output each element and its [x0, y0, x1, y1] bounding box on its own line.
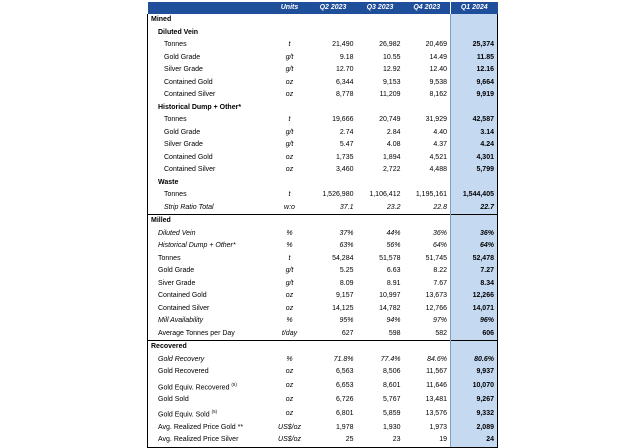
- row-units: %: [286, 355, 293, 363]
- row-units: oz: [285, 292, 294, 300]
- row-units: oz: [285, 78, 294, 86]
- row-label-text: Contained Gold: [164, 153, 213, 161]
- value-q4-2023: 4,521: [429, 153, 447, 161]
- row-label-text: Average Tonnes per Day: [158, 329, 235, 337]
- value-q2-2023: 95%: [339, 317, 354, 325]
- value-q3-2023: 6.63: [386, 267, 401, 275]
- row-label: [148, 240, 270, 253]
- value-q1-2024: 10,070: [451, 379, 498, 394]
- row-label: [148, 14, 270, 27]
- value-q2-2023: [310, 14, 357, 27]
- header-q2-2023: Q2 2023: [310, 2, 357, 14]
- row-label: [148, 228, 270, 241]
- table-row: [148, 152, 498, 165]
- row-label: [148, 379, 270, 394]
- table-row: [148, 77, 498, 90]
- row-label: [148, 278, 270, 291]
- value-q3-2023: 10.55: [382, 53, 401, 61]
- row-label: [148, 127, 270, 140]
- row-label: [148, 164, 270, 177]
- value-q4-2023: 582: [435, 329, 447, 337]
- table-row: [148, 379, 498, 394]
- row-label: [148, 64, 270, 77]
- value-q4-2023: 51,745: [425, 254, 447, 262]
- row-label: [148, 139, 270, 152]
- row-units: oz: [285, 304, 294, 312]
- value-q4-2023: 1,195,161: [415, 191, 447, 199]
- row-label-text: Gold Equiv. Sold: [158, 411, 210, 419]
- subsection-row: [148, 102, 498, 115]
- header-q3-2023: Q3 2023: [357, 2, 404, 14]
- value-q2-2023: 1,735: [335, 153, 354, 161]
- value-q1-2024: 4.24: [451, 139, 498, 152]
- value-q2-2023: 71.8%: [333, 355, 354, 363]
- row-units: g/t: [285, 267, 294, 275]
- row-label: [148, 77, 270, 90]
- value-q1-2024: 9,332: [451, 406, 498, 421]
- row-label-text: Avg. Realized Price Gold **: [158, 423, 244, 431]
- row-label: [148, 434, 270, 447]
- row-label-text: Milled: [151, 217, 171, 225]
- row-units: oz: [285, 382, 294, 390]
- value-q1-2024: 96%: [451, 315, 498, 328]
- row-label: [148, 422, 270, 435]
- row-label-text: Silver Grade: [164, 66, 203, 74]
- row-label-text: Gold Grade: [164, 128, 201, 136]
- value-q4-2023: 7.67: [433, 279, 447, 287]
- row-label-text: Siver Grade: [158, 279, 196, 287]
- value-q2-2023: [310, 177, 357, 190]
- value-q3-2023: 2,722: [382, 166, 401, 174]
- value-q2-2023: 6,653: [335, 382, 354, 390]
- header-label: [148, 2, 270, 14]
- row-label-text: Waste: [158, 178, 179, 186]
- row-label: [148, 253, 270, 266]
- table-row: [148, 202, 498, 215]
- value-q1-2024: 4,301: [451, 152, 498, 165]
- table-row: [148, 39, 498, 52]
- table-row: [148, 89, 498, 102]
- row-label: [148, 406, 270, 421]
- row-label: [148, 189, 270, 202]
- value-q3-2023: 23.2: [386, 203, 401, 211]
- value-q2-2023: 21,490: [332, 41, 354, 49]
- value-q2-2023: 6,801: [335, 409, 354, 417]
- row-units: oz: [285, 409, 294, 417]
- value-q1-2024: 9,937: [451, 366, 498, 379]
- row-units: [270, 102, 310, 115]
- value-q2-2023: [310, 215, 357, 228]
- value-q4-2023: 31,929: [425, 116, 447, 124]
- footnote-marker: (5): [211, 409, 218, 415]
- value-q2-2023: 54,284: [332, 254, 354, 262]
- row-label-text: Gold Recovered: [158, 368, 209, 376]
- value-q1-2024: 9,919: [451, 89, 498, 102]
- row-units: g/t: [285, 279, 294, 287]
- value-q2-2023: 1,978: [335, 423, 354, 431]
- table-row: [148, 315, 498, 328]
- value-q2-2023: 9.18: [339, 53, 354, 61]
- row-units: t: [288, 254, 291, 262]
- value-q4-2023: 4,488: [429, 166, 447, 174]
- table-row: [148, 265, 498, 278]
- value-q1-2024: 64%: [451, 240, 498, 253]
- table-row: [148, 64, 498, 77]
- value-q4-2023: 1,973: [429, 423, 447, 431]
- row-label-text: Contained Silver: [164, 166, 216, 174]
- row-label-text: Mined: [151, 16, 172, 24]
- row-units: [270, 341, 310, 354]
- value-q2-2023: [310, 27, 357, 40]
- value-q4-2023: 8.22: [433, 267, 447, 275]
- value-q1-2024: 5,799: [451, 164, 498, 177]
- row-units: t: [288, 41, 291, 49]
- value-q2-2023: 6,563: [335, 368, 354, 376]
- value-q3-2023: 2.84: [386, 128, 401, 136]
- row-label-text: Tonnes: [164, 191, 187, 199]
- table-row: [148, 303, 498, 316]
- row-units: oz: [285, 166, 294, 174]
- value-q1-2024: 9,664: [451, 77, 498, 90]
- row-label-text: Diluted Vein: [158, 229, 196, 237]
- value-q1-2024: 606: [451, 328, 498, 341]
- value-q2-2023: 1,526,980: [322, 191, 354, 199]
- table-row: [148, 354, 498, 367]
- row-units: oz: [285, 368, 294, 376]
- section-row: [148, 14, 498, 27]
- value-q4-2023: 4.40: [433, 128, 447, 136]
- row-label: [148, 102, 270, 115]
- value-q2-2023: 63%: [339, 242, 354, 250]
- value-q1-2024: 22.7: [451, 202, 498, 215]
- value-q3-2023: 14,782: [379, 304, 401, 312]
- row-label: [148, 290, 270, 303]
- value-q4-2023: [404, 27, 451, 40]
- row-label: [148, 114, 270, 127]
- row-units: %: [286, 242, 293, 250]
- value-q2-2023: 6,344: [335, 78, 354, 86]
- row-label-text: Tonnes: [164, 41, 187, 49]
- value-q2-2023: 6,726: [335, 396, 354, 404]
- row-label-text: Contained Silver: [158, 304, 210, 312]
- row-label-text: Strip Ratio Total: [164, 203, 214, 211]
- table-row: [148, 127, 498, 140]
- row-units: g/t: [285, 128, 294, 136]
- row-units: US$/oz: [270, 434, 310, 447]
- row-units: g/t: [285, 141, 294, 149]
- value-q3-2023: 1,930: [382, 423, 401, 431]
- value-q2-2023: [310, 102, 357, 115]
- header-units: Units: [270, 2, 310, 14]
- row-units: oz: [285, 91, 294, 99]
- table-row: [148, 253, 498, 266]
- value-q2-2023: 3,460: [335, 166, 354, 174]
- row-label: [148, 354, 270, 367]
- value-q3-2023: 12.92: [382, 66, 401, 74]
- row-label-text: Tonnes: [158, 254, 181, 262]
- value-q4-2023: 20,469: [425, 41, 447, 49]
- value-q3-2023: [357, 27, 404, 40]
- value-q2-2023: 627: [341, 329, 354, 337]
- header-row: [148, 2, 498, 14]
- row-label: [148, 341, 270, 354]
- table-body: [148, 14, 498, 447]
- value-q1-2024: 9,267: [451, 394, 498, 407]
- row-units: oz: [285, 153, 294, 161]
- value-q1-2024: 36%: [451, 228, 498, 241]
- row-label: [148, 89, 270, 102]
- value-q4-2023: [404, 102, 451, 115]
- row-units: g/t: [285, 53, 294, 61]
- value-q3-2023: 1,894: [382, 153, 401, 161]
- value-q1-2024: 12,266: [451, 290, 498, 303]
- value-q4-2023: 4.37: [433, 141, 447, 149]
- row-label-text: Gold Grade: [164, 53, 201, 61]
- subsection-row: [148, 177, 498, 190]
- value-q1-2024: 11.85: [451, 52, 498, 65]
- table-row: [148, 366, 498, 379]
- value-q2-2023: 5.25: [339, 267, 354, 275]
- header-q4-2023: Q4 2023: [404, 2, 451, 14]
- section-row: [148, 341, 498, 354]
- table-row: [148, 434, 498, 447]
- table-row: [148, 290, 498, 303]
- row-label-text: Mill Availability: [158, 317, 204, 325]
- table-row: [148, 278, 498, 291]
- value-q3-2023: 4.08: [386, 141, 401, 149]
- row-label-text: Historical Dump + Other*: [158, 242, 236, 250]
- row-units: t: [288, 116, 291, 124]
- value-q2-2023: 2.74: [339, 128, 354, 136]
- value-q1-2024: 80.6%: [451, 354, 498, 367]
- row-label-text: Historical Dump + Other*: [158, 103, 242, 111]
- row-label: [148, 52, 270, 65]
- row-label-text: Silver Grade: [164, 141, 203, 149]
- value-q2-2023: 9,157: [335, 292, 354, 300]
- value-q4-2023: 64%: [432, 242, 447, 250]
- row-units: [270, 215, 310, 228]
- row-units: %: [286, 229, 293, 237]
- row-label-text: Contained Silver: [164, 91, 216, 99]
- value-q2-2023: 25: [310, 434, 357, 447]
- row-label: [148, 152, 270, 165]
- value-q4-2023: 14.49: [429, 53, 447, 61]
- value-q2-2023: 8.09: [339, 279, 354, 287]
- value-q2-2023: 37.1: [339, 203, 354, 211]
- value-q1-2024: 12.16: [451, 64, 498, 77]
- row-units: [270, 27, 310, 40]
- value-q3-2023: 5,767: [382, 396, 401, 404]
- value-q4-2023: [404, 215, 451, 228]
- value-q1-2024: 42,587: [451, 114, 498, 127]
- row-units: %: [286, 317, 293, 325]
- value-q3-2023: [357, 177, 404, 190]
- value-q3-2023: 5,859: [382, 409, 401, 417]
- value-q3-2023: 56%: [386, 242, 401, 250]
- value-q4-2023: [404, 14, 451, 27]
- value-q3-2023: 26,982: [379, 41, 401, 49]
- production-table: [147, 2, 498, 448]
- row-label-text: Diluted Vein: [158, 28, 199, 36]
- value-q3-2023: 8,601: [382, 382, 401, 390]
- table-row: [148, 114, 498, 127]
- row-units: w:o: [284, 203, 295, 211]
- value-q4-2023: 97%: [432, 317, 447, 325]
- row-label: [148, 328, 270, 341]
- value-q2-2023: 37%: [339, 229, 354, 237]
- table-row: [148, 240, 498, 253]
- subsection-row: [148, 27, 498, 40]
- value-q3-2023: 20,749: [379, 116, 401, 124]
- value-q3-2023: 11,209: [379, 91, 401, 99]
- value-q3-2023: [357, 215, 404, 228]
- value-q1-2024: [451, 177, 498, 190]
- value-q3-2023: 77.4%: [380, 355, 401, 363]
- value-q2-2023: 5.47: [339, 141, 354, 149]
- row-label: [148, 202, 270, 215]
- row-label-text: Gold Sold: [158, 396, 189, 404]
- table-row: [148, 164, 498, 177]
- value-q3-2023: [357, 341, 404, 354]
- row-label-text: Contained Gold: [164, 78, 213, 86]
- value-q1-2024: [451, 27, 498, 40]
- value-q2-2023: [310, 341, 357, 354]
- row-label: [148, 315, 270, 328]
- value-q3-2023: 23: [357, 434, 404, 447]
- value-q3-2023: 8.91: [386, 279, 401, 287]
- value-q1-2024: [451, 14, 498, 27]
- value-q1-2024: 52,478: [451, 253, 498, 266]
- row-units: [270, 14, 310, 27]
- section-row: [148, 215, 498, 228]
- row-units: [270, 177, 310, 190]
- value-q1-2024: 25,374: [451, 39, 498, 52]
- row-label: [148, 303, 270, 316]
- value-q4-2023: 11,567: [426, 368, 447, 376]
- footnote-marker: (5): [231, 381, 237, 387]
- value-q4-2023: 11,646: [426, 382, 447, 390]
- table-row: [148, 406, 498, 421]
- row-label-text: Gold Equiv. Recovered: [158, 383, 230, 391]
- row-label-text: Tonnes: [164, 116, 187, 124]
- row-label-text: Contained Gold: [158, 292, 207, 300]
- row-label-text: Gold Grade: [158, 267, 195, 275]
- value-q1-2024: [451, 341, 498, 354]
- value-q1-2024: 1,544,405: [451, 189, 498, 202]
- value-q1-2024: [451, 215, 498, 228]
- row-units: t: [288, 191, 291, 199]
- row-label-text: Avg. Realized Price Silver: [158, 436, 239, 444]
- value-q2-2023: 19,666: [332, 116, 354, 124]
- value-q2-2023: 14,125: [332, 304, 354, 312]
- value-q1-2024: 8.34: [451, 278, 498, 291]
- value-q1-2024: [451, 102, 498, 115]
- table-row: [148, 422, 498, 435]
- value-q3-2023: 598: [388, 329, 401, 337]
- value-q3-2023: [357, 14, 404, 27]
- value-q4-2023: 36%: [432, 229, 447, 237]
- value-q4-2023: 22.8: [433, 203, 447, 211]
- value-q4-2023: [404, 341, 451, 354]
- value-q4-2023: 13,576: [425, 409, 447, 417]
- row-label-text: Gold Recovery: [158, 355, 205, 363]
- value-q2-2023: 8,778: [335, 91, 354, 99]
- value-q4-2023: 13,673: [425, 292, 447, 300]
- row-units: t/day: [281, 329, 298, 337]
- row-label: [148, 177, 270, 190]
- value-q1-2024: 14,071: [451, 303, 498, 316]
- value-q1-2024: 2,089: [451, 422, 498, 435]
- value-q4-2023: 12.40: [429, 66, 447, 74]
- value-q4-2023: 13,481: [425, 396, 447, 404]
- table-row: [148, 394, 498, 407]
- value-q3-2023: 10,997: [379, 292, 401, 300]
- row-label: [148, 366, 270, 379]
- row-label: [148, 394, 270, 407]
- table-row: [148, 328, 498, 341]
- value-q4-2023: [404, 177, 451, 190]
- table-row: [148, 139, 498, 152]
- value-q1-2024: 3.14: [451, 127, 498, 140]
- value-q2-2023: 12.70: [335, 66, 354, 74]
- value-q1-2024: 7.27: [451, 265, 498, 278]
- header-q1-2024: Q1 2024: [451, 2, 498, 14]
- value-q4-2023: 19: [404, 434, 451, 447]
- row-label: [148, 265, 270, 278]
- value-q1-2024: 24: [451, 434, 498, 447]
- value-q4-2023: 8,162: [429, 91, 447, 99]
- row-units: g/t: [285, 66, 294, 74]
- value-q4-2023: 12,766: [425, 304, 447, 312]
- row-label-text: Recovered: [151, 343, 187, 351]
- row-label: [148, 27, 270, 40]
- row-units: US$/oz: [278, 423, 301, 431]
- value-q3-2023: 1,106,412: [369, 191, 401, 199]
- value-q4-2023: 84.6%: [427, 355, 447, 363]
- table-row: [148, 228, 498, 241]
- value-q3-2023: 9,153: [382, 78, 401, 86]
- value-q3-2023: 8,506: [382, 368, 401, 376]
- value-q4-2023: 9,538: [429, 78, 447, 86]
- row-label: [148, 39, 270, 52]
- value-q3-2023: [357, 102, 404, 115]
- value-q3-2023: 44%: [386, 229, 401, 237]
- row-units: oz: [285, 396, 294, 404]
- value-q3-2023: 94%: [386, 317, 401, 325]
- row-label: [148, 215, 270, 228]
- value-q3-2023: 51,578: [379, 254, 401, 262]
- table-row: [148, 189, 498, 202]
- table-row: [148, 52, 498, 65]
